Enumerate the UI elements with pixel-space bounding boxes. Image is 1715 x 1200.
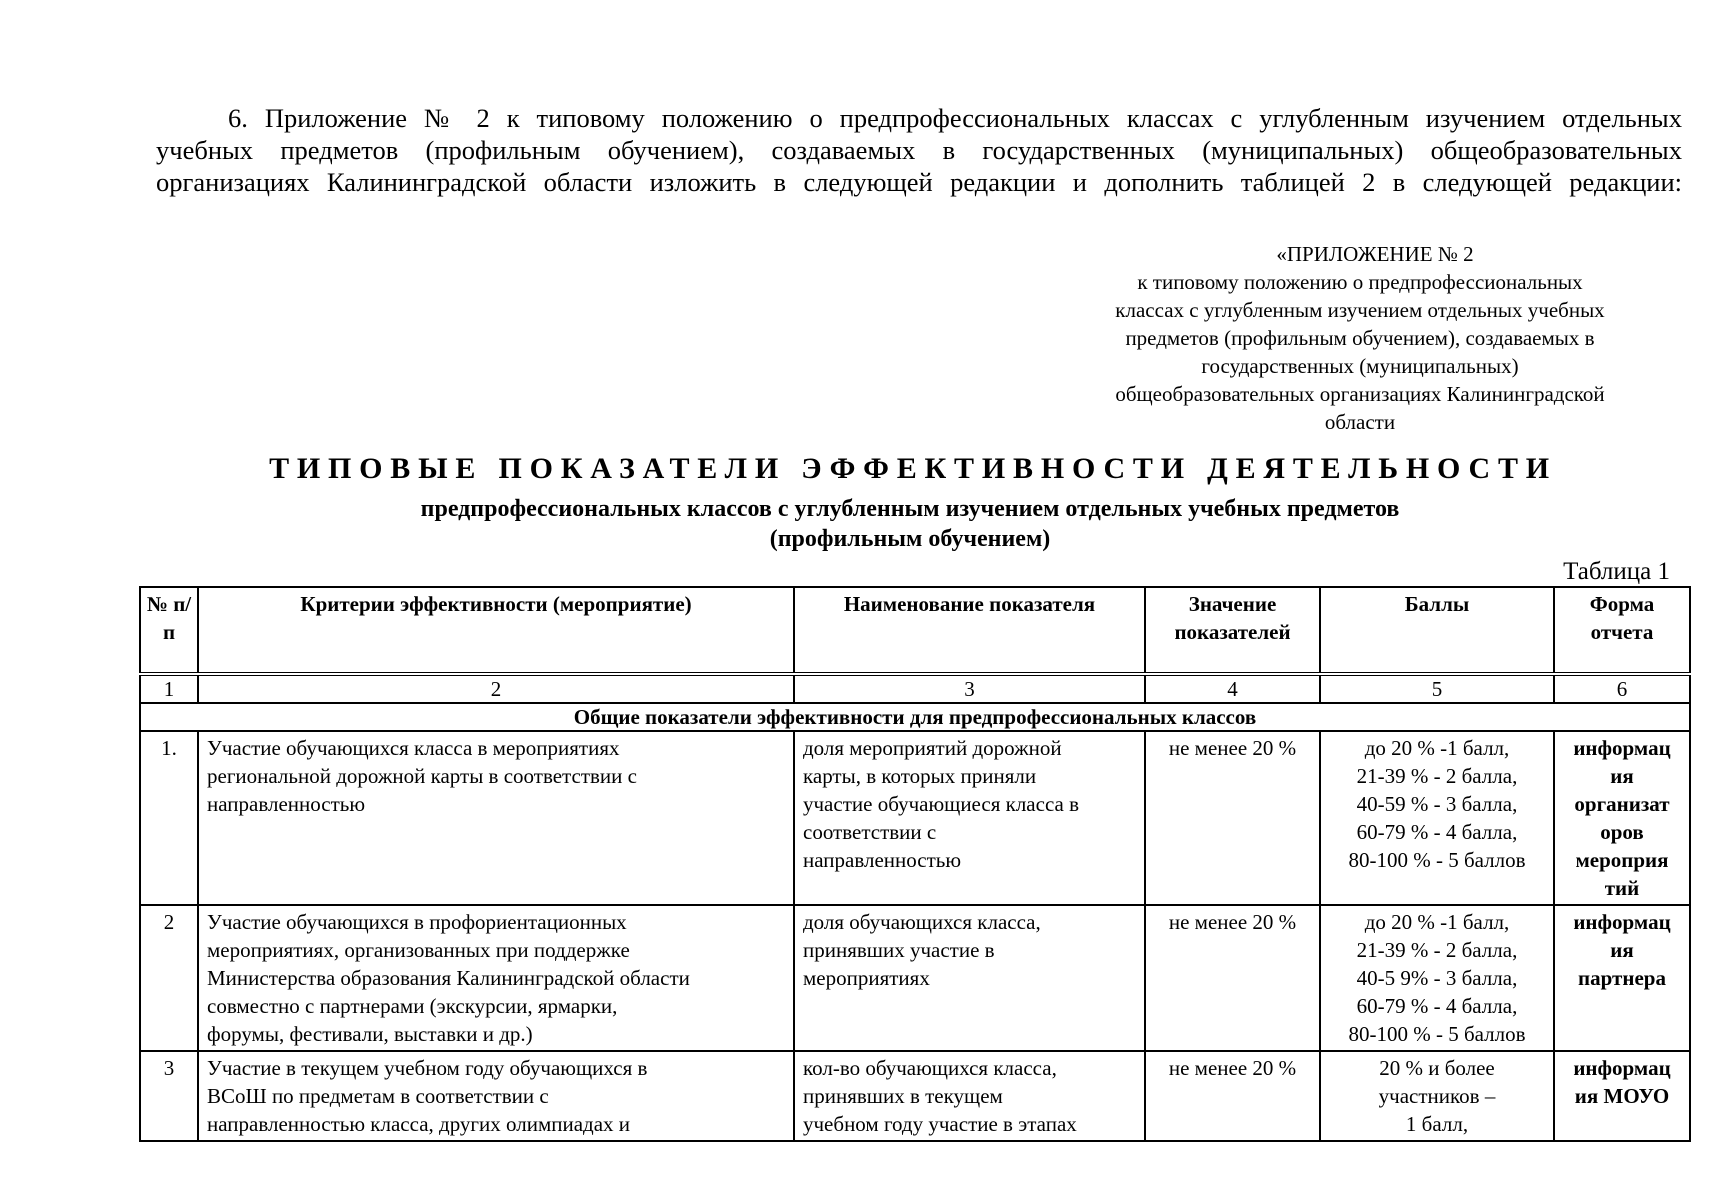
column-number: 5 <box>1320 674 1554 703</box>
document-subtitle <box>180 494 1640 554</box>
form-line: информац <box>1573 1056 1671 1080</box>
form-line: мероприя <box>1575 848 1669 872</box>
criteria-line: Участие в текущем учебном году обучающихся в <box>207 1056 648 1080</box>
intro-line: 6. Приложение № 2 к типовому положению о предпрофессиональных классах с углубленным изучением отдельных <box>228 103 1682 133</box>
intro-line: организациях Калининградской области изложить в следующей редакции и дополнить таблицей 2 в следующей редакции: <box>156 167 1682 197</box>
table-caption: Таблица 1 <box>1563 558 1670 585</box>
table-row <box>140 731 1690 905</box>
indicator-line: соответствии с <box>803 820 937 844</box>
value-cell: не менее 20 % <box>1145 731 1320 905</box>
value-cell: не менее 20 % <box>1145 905 1320 1051</box>
indicator-cell <box>794 905 1145 1051</box>
form-line: ия МОУО <box>1574 1084 1670 1108</box>
criteria-line: направленностью класса, других олимпиадах и <box>207 1112 631 1136</box>
annex-line: к типовому положению о предпрофессиональных <box>1137 270 1583 294</box>
criteria-line: направленностью <box>207 792 366 816</box>
score-cell <box>1320 1051 1554 1141</box>
indicator-line: кол-во обучающихся класса, <box>803 1056 1057 1080</box>
criteria-cell <box>198 1051 794 1141</box>
criteria-line: Участие обучающихся в профориентационных <box>207 910 627 934</box>
report-form-cell <box>1554 1051 1690 1141</box>
annex-block <box>1070 240 1650 436</box>
criteria-line: форумы, фестивали, выставки и др.) <box>207 1022 533 1046</box>
indicator-line: доля мероприятий дорожной <box>803 736 1062 760</box>
annex-lines <box>1070 268 1650 436</box>
indicator-line: карты, в которых приняли <box>803 764 1037 788</box>
score-line: 60-79 % - 4 балла, <box>1356 994 1518 1018</box>
value-cell: не менее 20 % <box>1145 1051 1320 1141</box>
column-number: 3 <box>794 674 1145 703</box>
annex-line: классах с углубленным изучением отдельных учебных <box>1115 298 1605 322</box>
indicator-line: доля обучающихся класса, <box>803 910 1041 934</box>
score-line: 80-100 % - 5 баллов <box>1348 848 1526 872</box>
indicator-line: принявших в текущем <box>803 1084 1003 1108</box>
criteria-cell <box>198 731 794 905</box>
form-line: оров <box>1600 820 1644 844</box>
header-form: Форма отчета <box>1554 587 1690 674</box>
annex-line: области <box>1324 410 1396 434</box>
score-cell <box>1320 731 1554 905</box>
indicator-line: участие обучающиеся класса в <box>803 792 1080 816</box>
annex-line: общеобразовательных организациях Калининградской <box>1115 382 1605 406</box>
column-number: 2 <box>198 674 794 703</box>
header-num: № п/ п <box>140 587 198 674</box>
score-line: до 20 % -1 балл, <box>1364 736 1510 760</box>
form-line: информац <box>1573 910 1671 934</box>
section-title: Общие показатели эффективности для предпрофессиональных классов <box>140 703 1690 731</box>
indicator-line: учебном году участие в этапах <box>803 1112 1077 1136</box>
criteria-line: совместно с партнерами (экскурсии, ярмарки, <box>207 994 618 1018</box>
column-number-row <box>140 674 1690 703</box>
table-header-row <box>140 587 1690 674</box>
column-number: 1 <box>140 674 198 703</box>
indicator-line: принявших участие в <box>803 938 995 962</box>
form-line: организат <box>1574 792 1670 816</box>
kpi-table <box>139 586 1691 1142</box>
subtitle-line: предпрофессиональных классов с углубленным изучением отдельных учебных предметов <box>420 496 1400 522</box>
score-cell <box>1320 905 1554 1051</box>
column-number: 4 <box>1145 674 1320 703</box>
subtitle-line: (профильным обучением) <box>769 526 1051 552</box>
header-score: Баллы <box>1320 587 1554 674</box>
score-line: 1 балл, <box>1405 1112 1469 1136</box>
score-line: 80-100 % - 5 баллов <box>1348 1022 1526 1046</box>
indicator-cell <box>794 731 1145 905</box>
criteria-line: ВСоШ по предметам в соответствии с <box>207 1084 549 1108</box>
header-value: Значение показателей <box>1145 587 1320 674</box>
indicator-line: мероприятиях <box>803 966 930 990</box>
row-number: 1. <box>140 731 198 905</box>
annex-heading: «ПРИЛОЖЕНИЕ № 2 <box>1276 242 1474 266</box>
form-line: партнера <box>1578 966 1666 990</box>
document-title: ТИПОВЫЕ ПОКАЗАТЕЛИ ЭФФЕКТИВНОСТИ ДЕЯТЕЛЬНОСТИ <box>269 452 1557 485</box>
form-line: ия <box>1610 764 1634 788</box>
criteria-line: мероприятиях, организованных при поддержке <box>207 938 630 962</box>
score-line: 21-39 % - 2 балла, <box>1356 938 1518 962</box>
form-line: информац <box>1573 736 1671 760</box>
row-number: 3 <box>140 1051 198 1141</box>
header-criteria: Критерии эффективности (мероприятие) <box>198 587 794 674</box>
form-line: тий <box>1604 876 1640 900</box>
score-line: до 20 % -1 балл, <box>1364 910 1510 934</box>
section-row <box>140 703 1690 731</box>
score-line: 40-59 % - 3 балла, <box>1356 792 1518 816</box>
score-line: 40-5 9% - 3 балла, <box>1356 966 1518 990</box>
column-number: 6 <box>1554 674 1690 703</box>
score-line: 21-39 % - 2 балла, <box>1356 764 1518 788</box>
report-form-cell <box>1554 905 1690 1051</box>
criteria-cell <box>198 905 794 1051</box>
report-form-cell <box>1554 731 1690 905</box>
table-row <box>140 905 1690 1051</box>
form-line: ия <box>1610 938 1634 962</box>
intro-line: учебных предметов (профильным обучением), создаваемых в государственных (муниципальных) общеобразовательных <box>156 135 1682 165</box>
intro-paragraph <box>156 102 1682 198</box>
criteria-line: Участие обучающихся класса в мероприятиях <box>207 736 620 760</box>
score-line: 20 % и более <box>1379 1056 1495 1080</box>
annex-line: предметов (профильным обучением), создаваемых в <box>1125 326 1595 350</box>
criteria-line: Министерства образования Калининградской области <box>207 966 690 990</box>
table-row <box>140 1051 1690 1141</box>
indicator-line: направленностью <box>803 848 962 872</box>
annex-line: государственных (муниципальных) <box>1201 354 1519 378</box>
indicator-cell <box>794 1051 1145 1141</box>
score-line: участников – <box>1378 1084 1496 1108</box>
criteria-line: региональной дорожной карты в соответствии с <box>207 764 637 788</box>
row-number: 2 <box>140 905 198 1051</box>
score-line: 60-79 % - 4 балла, <box>1356 820 1518 844</box>
header-indicator: Наименование показателя <box>794 587 1145 674</box>
